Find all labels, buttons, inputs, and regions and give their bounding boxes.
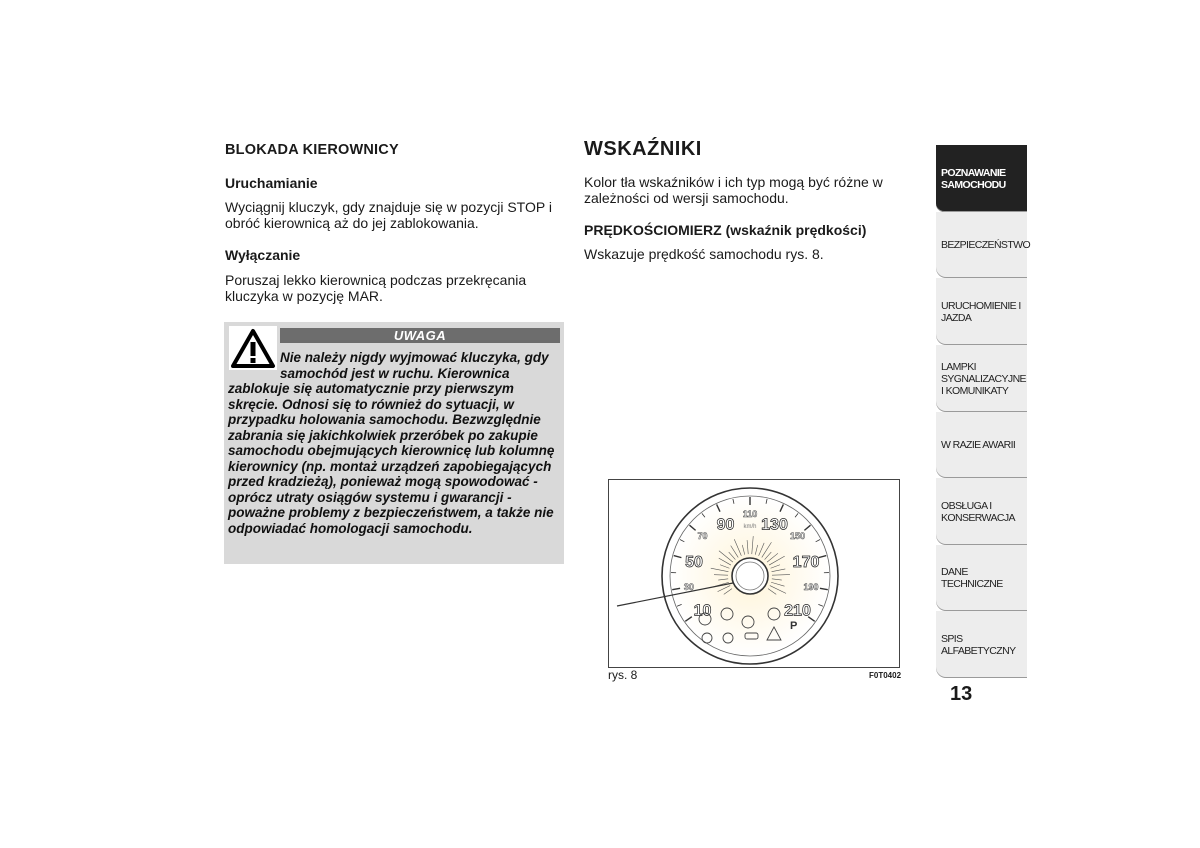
tab-dane-techniczne[interactable]: DANE TECHNICZNE	[936, 545, 1027, 611]
heading-start: Uruchamianie	[225, 175, 318, 191]
dial-label: 30	[683, 581, 694, 592]
icon-float-spacer	[228, 350, 280, 378]
dial-label: 70	[697, 531, 708, 542]
dial-label: 150	[789, 531, 806, 542]
dial-label: 90	[716, 516, 735, 534]
section-title-gauges: WSKAŹNIKI	[584, 138, 702, 160]
dial-label: 170	[792, 553, 820, 571]
tab-obsluga-i-konserwacja[interactable]: OBSŁUGA I KONSERWACJA	[936, 478, 1027, 545]
paragraph-gauges-intro: Kolor tła wskaźników i ich typ mogą być różne w zależności od wersji samochodu.	[584, 174, 883, 206]
figure-speedometer	[608, 479, 900, 668]
tab-bezpieczenstwo[interactable]: BEZPIECZEŃSTWO	[936, 212, 1027, 278]
dial-label: 110	[742, 509, 758, 519]
warning-label: UWAGA	[280, 328, 560, 343]
figure-code: F0T0402	[869, 671, 902, 680]
tab-spis-alfabetyczny[interactable]: SPIS ALFABETYCZNY	[936, 611, 1027, 678]
speedometer-illustration	[609, 480, 899, 667]
figure-caption: rys. 8	[608, 668, 638, 682]
tab-lampki-sygnalizacyjne[interactable]: LAMPKI SYGNALIZACYJNE I KOMUNIKATY	[936, 345, 1027, 412]
tab-uruchomienie-i-jazda[interactable]: URUCHOMIENIE I JAZDA	[936, 278, 1027, 345]
tab-w-razie-awarii[interactable]: W RAZIE AWARII	[936, 412, 1027, 478]
dial-label: 50	[685, 553, 703, 571]
paragraph-speedometer: Wskazuje prędkość samochodu rys. 8.	[584, 246, 824, 262]
page-number: 13	[950, 683, 973, 705]
parking-indicator: P	[790, 620, 798, 632]
paragraph-start: Wyciągnij kluczyk, gdy znajduje się w pozycji STOP i obróć kierownicą aż do jej zablokowania.	[225, 199, 552, 231]
warning-text: Nie należy nigdy wyjmować kluczyka, gdy samochód jest w ruchu. Kierownica zablokuje się automatycznie przy pierwszym skręcie. Odnosi się to również do sytuacji, w przypadku holowania samochodu. Bezwzględnie zabrania się jakichkolwiek przeróbek po zakupie samochodu obejmujących kierownicę lub kolumnę kierownicy (np. montaż urządzeń zapobiegających przed kradzieżą), ponieważ mogą spowodować - oprócz utraty osiągów systemu i gwarancji - poważne problemy z bezpieczeństwem, a także nie odpowiadać homologacji samochodu.	[228, 350, 555, 536]
warning-text-block	[228, 350, 560, 536]
heading-stop: Wyłączanie	[225, 247, 301, 263]
dial-label: 190	[803, 581, 819, 592]
dial-label: 130	[761, 516, 788, 534]
heading-speedometer: PRĘDKOŚCIOMIERZ (wskaźnik prędkości)	[584, 222, 867, 238]
dial-label: 210	[784, 602, 811, 620]
dial-label: 10	[693, 602, 712, 620]
section-title-steering-lock: BLOKADA KIEROWNICY	[225, 142, 399, 158]
tab-poznawanie-samochodu[interactable]: POZNAWANIE SAMOCHODU	[936, 145, 1027, 212]
paragraph-stop: Poruszaj lekko kierownicą podczas przekręcania kluczyka w pozycję MAR.	[225, 272, 527, 304]
speed-unit: km/h	[743, 524, 757, 530]
